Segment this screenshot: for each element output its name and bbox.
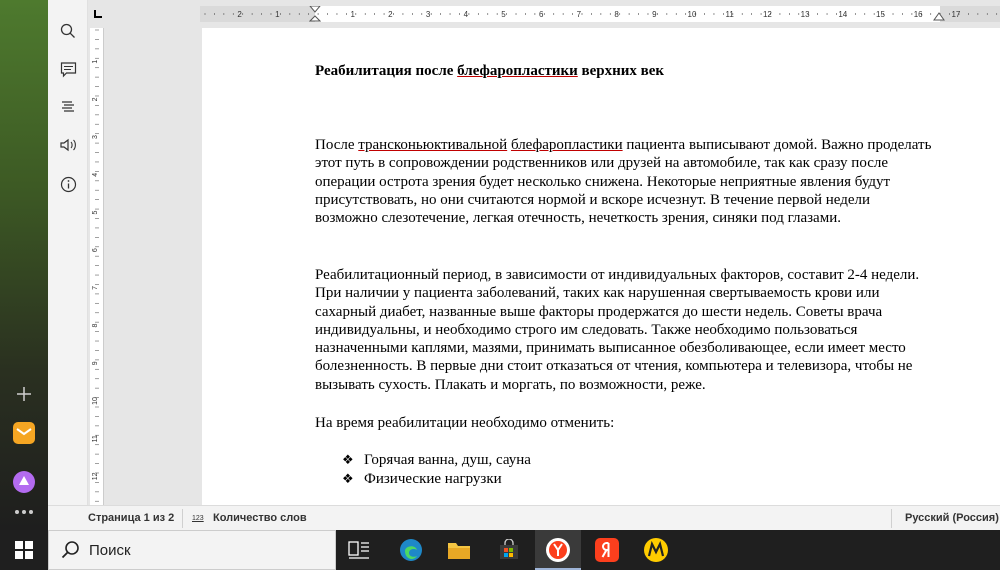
edge-browser-icon[interactable] (395, 534, 427, 566)
ruler-label: 7 (92, 285, 99, 290)
ruler-label: 2 (388, 10, 393, 19)
yandex-market-icon[interactable] (640, 534, 672, 566)
ruler-label: 1 (350, 10, 355, 19)
ruler-label: 17 (951, 10, 961, 19)
ruler-label: 13 (800, 10, 810, 19)
ruler-label: 2 (237, 10, 242, 19)
word-count[interactable]: Количество слов (213, 512, 307, 524)
add-icon[interactable] (12, 382, 36, 406)
ruler-label: 10 (92, 397, 99, 405)
list-item: ❖ Горячая ванна, душ, сауна (342, 452, 531, 468)
tab-stop-selector[interactable] (88, 0, 108, 28)
ruler-label: 6 (92, 248, 99, 253)
mail-app-icon[interactable] (12, 421, 36, 445)
list-item: ❖ Физические нагрузки (342, 471, 502, 487)
document-page[interactable] (202, 28, 1000, 505)
ruler-label: 14 (838, 10, 848, 19)
ruler-label: 5 (92, 210, 99, 215)
ruler-label: 1 (92, 59, 99, 64)
ruler-label: 8 (614, 10, 619, 19)
search-icon (61, 540, 81, 560)
ruler-label: 2 (92, 97, 99, 102)
ruler-label: 4 (92, 172, 99, 177)
ruler-label: 12 (92, 472, 99, 481)
taskbar-search[interactable] (48, 530, 336, 570)
ruler-label: 5 (501, 10, 506, 19)
os-side-strip (0, 0, 48, 530)
info-icon[interactable] (58, 174, 78, 194)
indent-marker-left[interactable] (309, 6, 321, 22)
paragraph-3: На время реабилитации необходимо отменить: (315, 415, 615, 431)
ruler-label: 8 (92, 323, 99, 328)
ruler-label: 3 (425, 10, 431, 19)
store-icon[interactable] (493, 534, 525, 566)
ruler-label: 11 (725, 10, 734, 19)
document-heading: Реабилитация после блефаропластики верхних век (315, 63, 665, 79)
comment-icon[interactable] (58, 59, 78, 79)
ruler-label: 12 (762, 10, 772, 19)
ruler-label: 15 (876, 10, 885, 19)
ruler-label: 9 (652, 10, 657, 19)
ruler-label: 6 (538, 10, 544, 19)
windows-start-icon[interactable] (8, 534, 40, 566)
indent-marker-right[interactable] (933, 12, 945, 22)
yandex-browser-active-tab[interactable] (535, 530, 581, 570)
taskbar-search-label: Поиск (89, 542, 131, 559)
ruler-label: 7 (576, 10, 582, 19)
yandex-browser-icon (545, 537, 571, 563)
paragraph-1: После трансконьюктивальной блефаропластики пациента выписывают домой. Важно проделать этот путь в сопровождении родственников или друзей на автомобиле, так как сразу после операции острота зрения будет несколько снижена. Некоторые неприятные явления будут присутствовать, но они считаются нормой и вскоре исчезнут. В течение первой недели возможно слезотечение, легкая отечность, нечеткость зрения, синяки под глазами. (315, 137, 932, 227)
ruler-label: 3 (92, 135, 99, 140)
ruler-label: 9 (92, 361, 99, 366)
paragraph-2: Реабилитационный период, в зависимости от индивидуальных факторов, составит 2-4 недели. При наличии у пациента заболеваний, таких как нарушенная свертываемость крови или сахарный диабет, названные выше факторы продержатся до шести недель. Советы врача индивидуальны, и необходимо строго им следовать. Также необходимо пользоваться назначенными каплями, мазями, принимать выписанное обезболивающее, если имеет место болезненность. В первые дни стоит отказаться от чтения, компьютера и телевизора, чтобы не вызывать сухость. Плакать и моргать, по возможности, реже. (315, 267, 920, 393)
horizontal-ruler[interactable] (200, 6, 1000, 22)
ruler-label: 11 (92, 435, 99, 443)
ruler-label: 10 (687, 10, 697, 19)
language-indicator[interactable]: Русский (Россия) (905, 512, 999, 524)
page-count[interactable]: Страница 1 из 2 (88, 512, 175, 524)
search-icon[interactable] (58, 21, 78, 41)
ruler-label: 1 (275, 10, 280, 19)
status-bar (48, 505, 1000, 530)
task-view-icon[interactable] (343, 534, 375, 566)
file-explorer-icon[interactable] (443, 534, 475, 566)
ruler-label: 16 (913, 10, 923, 19)
vertical-ruler[interactable] (90, 28, 104, 505)
yandex-icon[interactable] (591, 534, 623, 566)
speaker-icon[interactable] (58, 135, 78, 155)
side-panel (48, 0, 88, 505)
word-count-icon: 123 (192, 515, 204, 522)
navigation-icon[interactable] (58, 97, 78, 117)
more-icon[interactable] (12, 500, 36, 524)
alice-assistant-icon[interactable] (12, 470, 36, 494)
ruler-label: 4 (463, 10, 469, 19)
taskbar (0, 530, 1000, 570)
